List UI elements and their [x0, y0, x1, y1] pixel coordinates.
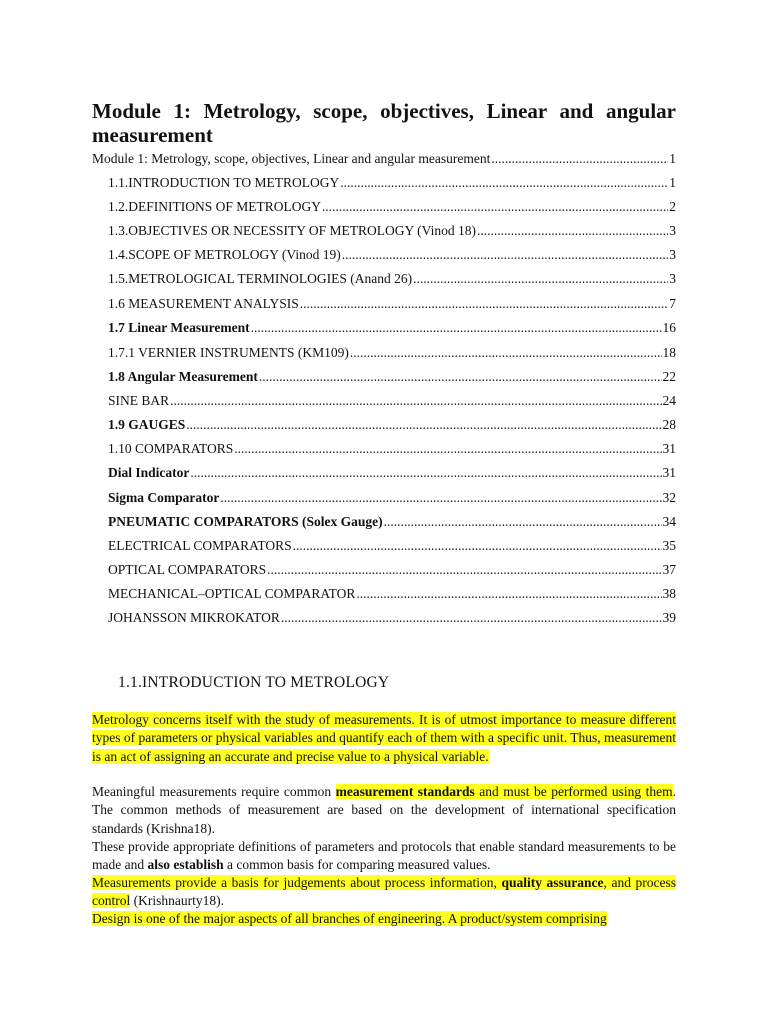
toc-entry-number: 1.4. [108, 247, 129, 262]
toc-entry-page-number: 31 [662, 465, 676, 480]
toc-entry-page-number: 28 [662, 417, 676, 432]
toc-entry[interactable] [108, 295, 676, 313]
toc-entry-number: 1.1. [108, 175, 129, 190]
toc-entry-page-number: 18 [662, 345, 676, 360]
toc-entry[interactable] [108, 416, 676, 434]
highlighted-text: Measurements provide a basis for judgements about process information, [92, 875, 502, 890]
highlighted-bold-text: quality assurance [501, 875, 604, 890]
toc-entry-page-number: 32 [662, 490, 676, 505]
paragraph-5 [92, 910, 676, 928]
toc-dot-leader [251, 319, 662, 337]
toc-dot-leader [322, 198, 668, 216]
toc-entry-label: METROLOGICAL TERMINOLOGIES (Anand 26) [128, 271, 413, 286]
toc-entry-page-number: 7 [669, 296, 676, 311]
toc-dot-leader [259, 368, 662, 386]
toc-entry[interactable] [108, 392, 676, 410]
toc-entry-page-number: 1 [669, 151, 676, 166]
text-run: (Krishnaurty18). [130, 893, 224, 909]
toc-entry[interactable] [92, 150, 676, 168]
highlighted-bold-text: measurement standards [335, 784, 475, 799]
toc-entry[interactable] [108, 464, 676, 482]
toc-entry[interactable] [108, 368, 676, 386]
toc-entry-page-number: 38 [662, 586, 676, 601]
highlighted-text: , and process control [92, 875, 676, 909]
toc-entry-label: Sigma Comparator [108, 490, 220, 505]
toc-entry-page-number: 34 [662, 514, 676, 529]
toc-dot-leader [356, 585, 661, 603]
toc-entry[interactable] [108, 319, 676, 337]
highlighted-text: Metrology concerns itself with the study of measurements. It is of utmost importance to measure different types of parameters or physical variables and quantify each of them with a specific unit. Thus, measurement is an act of assigning an accurate and precise value to a physical variable. [92, 712, 676, 764]
toc-entry[interactable] [108, 609, 676, 627]
toc-entry-label: SCOPE OF METROLOGY (Vinod 19) [128, 247, 341, 262]
toc-entry-page-number: 3 [669, 223, 676, 238]
toc-entry[interactable] [108, 489, 676, 507]
paragraph-1 [92, 711, 676, 766]
toc-dot-leader [491, 150, 668, 168]
toc-dot-leader [413, 270, 668, 288]
toc-entry-page-number: 24 [662, 393, 676, 408]
toc-dot-leader [342, 246, 669, 264]
toc-dot-leader [350, 344, 662, 362]
toc-entry-page-number: 3 [669, 271, 676, 286]
toc-entry-label: 1.8 Angular Measurement [108, 369, 258, 384]
toc-entry-label: Dial Indicator [108, 465, 190, 480]
toc-entry-number: 1.2. [108, 199, 129, 214]
toc-entry-label: SINE BAR [108, 393, 170, 408]
toc-entry-label: OBJECTIVES OR NECESSITY OF METROLOGY (Vinod 18) [128, 223, 476, 238]
toc-entry-label: JOHANSSON MIKROKATOR [108, 610, 280, 625]
toc-dot-leader [186, 416, 661, 434]
toc-entry-page-number: 2 [669, 199, 676, 214]
toc-entry[interactable] [108, 198, 676, 216]
toc-entry-page-number: 16 [662, 320, 676, 335]
toc-dot-leader [234, 440, 661, 458]
highlighted-text: Design is one of the major aspects of all branches of engineering. A product/system comprising [92, 911, 607, 926]
highlighted-text: and must be performed using them [474, 784, 673, 799]
toc-dot-leader [293, 537, 662, 555]
paragraph-3 [92, 838, 676, 875]
toc-entry-label: DEFINITIONS OF METROLOGY [128, 199, 321, 214]
toc-entry[interactable] [108, 537, 676, 555]
toc-entry-page-number: 22 [662, 369, 676, 384]
toc-dot-leader [267, 561, 661, 579]
text-run: . The common methods of measurement are based on the development of international specification standards (Krishna18). [92, 784, 676, 836]
toc-entry-label: ELECTRICAL COMPARATORS [108, 538, 292, 553]
toc-entry-label: 1.7 Linear Measurement [108, 320, 250, 335]
toc-entry-page-number: 37 [662, 562, 676, 577]
toc-dot-leader [340, 174, 668, 192]
toc-entry-label: 1.7.1 VERNIER INSTRUMENTS (KM109) [108, 345, 349, 360]
toc-entry-label: Module 1: Metrology, scope, objectives, Linear and angular measurement [92, 151, 491, 166]
toc-entry[interactable] [108, 440, 676, 458]
paragraph-4 [92, 874, 676, 911]
toc-entry-number: 1.3. [108, 223, 129, 238]
toc-entry-label: MECHANICAL–OPTICAL COMPARATOR [108, 586, 356, 601]
toc-entry-label: 1.10 COMPARATORS [108, 441, 234, 456]
text-run: a common basis for comparing measured values. [223, 857, 491, 873]
toc-entry-label: OPTICAL COMPARATORS [108, 562, 267, 577]
toc-entry-label: PNEUMATIC COMPARATORS (Solex Gauge) [108, 514, 383, 529]
toc-entry[interactable] [108, 174, 676, 192]
bold-text: also establish [147, 857, 224, 873]
toc-entry[interactable] [108, 585, 676, 603]
toc-dot-leader [190, 464, 661, 482]
toc-entry-label: 1.9 GAUGES [108, 417, 186, 432]
toc-entry-page-number: 1 [669, 175, 676, 190]
toc-entry-number: 1.5. [108, 271, 129, 286]
text-run: Meaningful measurements require common [92, 784, 336, 799]
toc-entry[interactable] [108, 246, 676, 264]
toc-dot-leader [281, 609, 662, 627]
toc-entry-page-number: 39 [662, 610, 676, 625]
toc-dot-leader [300, 295, 668, 313]
toc-entry[interactable] [108, 344, 676, 362]
toc-entry-page-number: 35 [662, 538, 676, 553]
toc-entry[interactable] [108, 222, 676, 240]
toc-entry-label: INTRODUCTION TO METROLOGY [128, 175, 340, 190]
toc-entry[interactable] [108, 513, 676, 531]
toc-entry-page-number: 31 [662, 441, 676, 456]
text-run: These provide appropriate definitions of parameters and protocols that enable standard measurements to be made and [92, 839, 676, 873]
paragraph-2 [92, 783, 676, 838]
toc-entry-label: 1.6 MEASUREMENT ANALYSIS [108, 296, 299, 311]
toc-entry-page-number: 3 [669, 247, 676, 262]
toc-dot-leader [477, 222, 668, 240]
toc-dot-leader [384, 513, 662, 531]
toc-entry[interactable] [108, 561, 676, 579]
section-heading: 1.1.INTRODUCTION TO METROLOGY [118, 674, 390, 691]
toc-dot-leader [220, 489, 661, 507]
page-title: Module 1: Metrology, scope, objectives, Linear and angular measurement [92, 99, 676, 147]
toc-entry[interactable] [108, 270, 676, 288]
toc-dot-leader [170, 392, 661, 410]
